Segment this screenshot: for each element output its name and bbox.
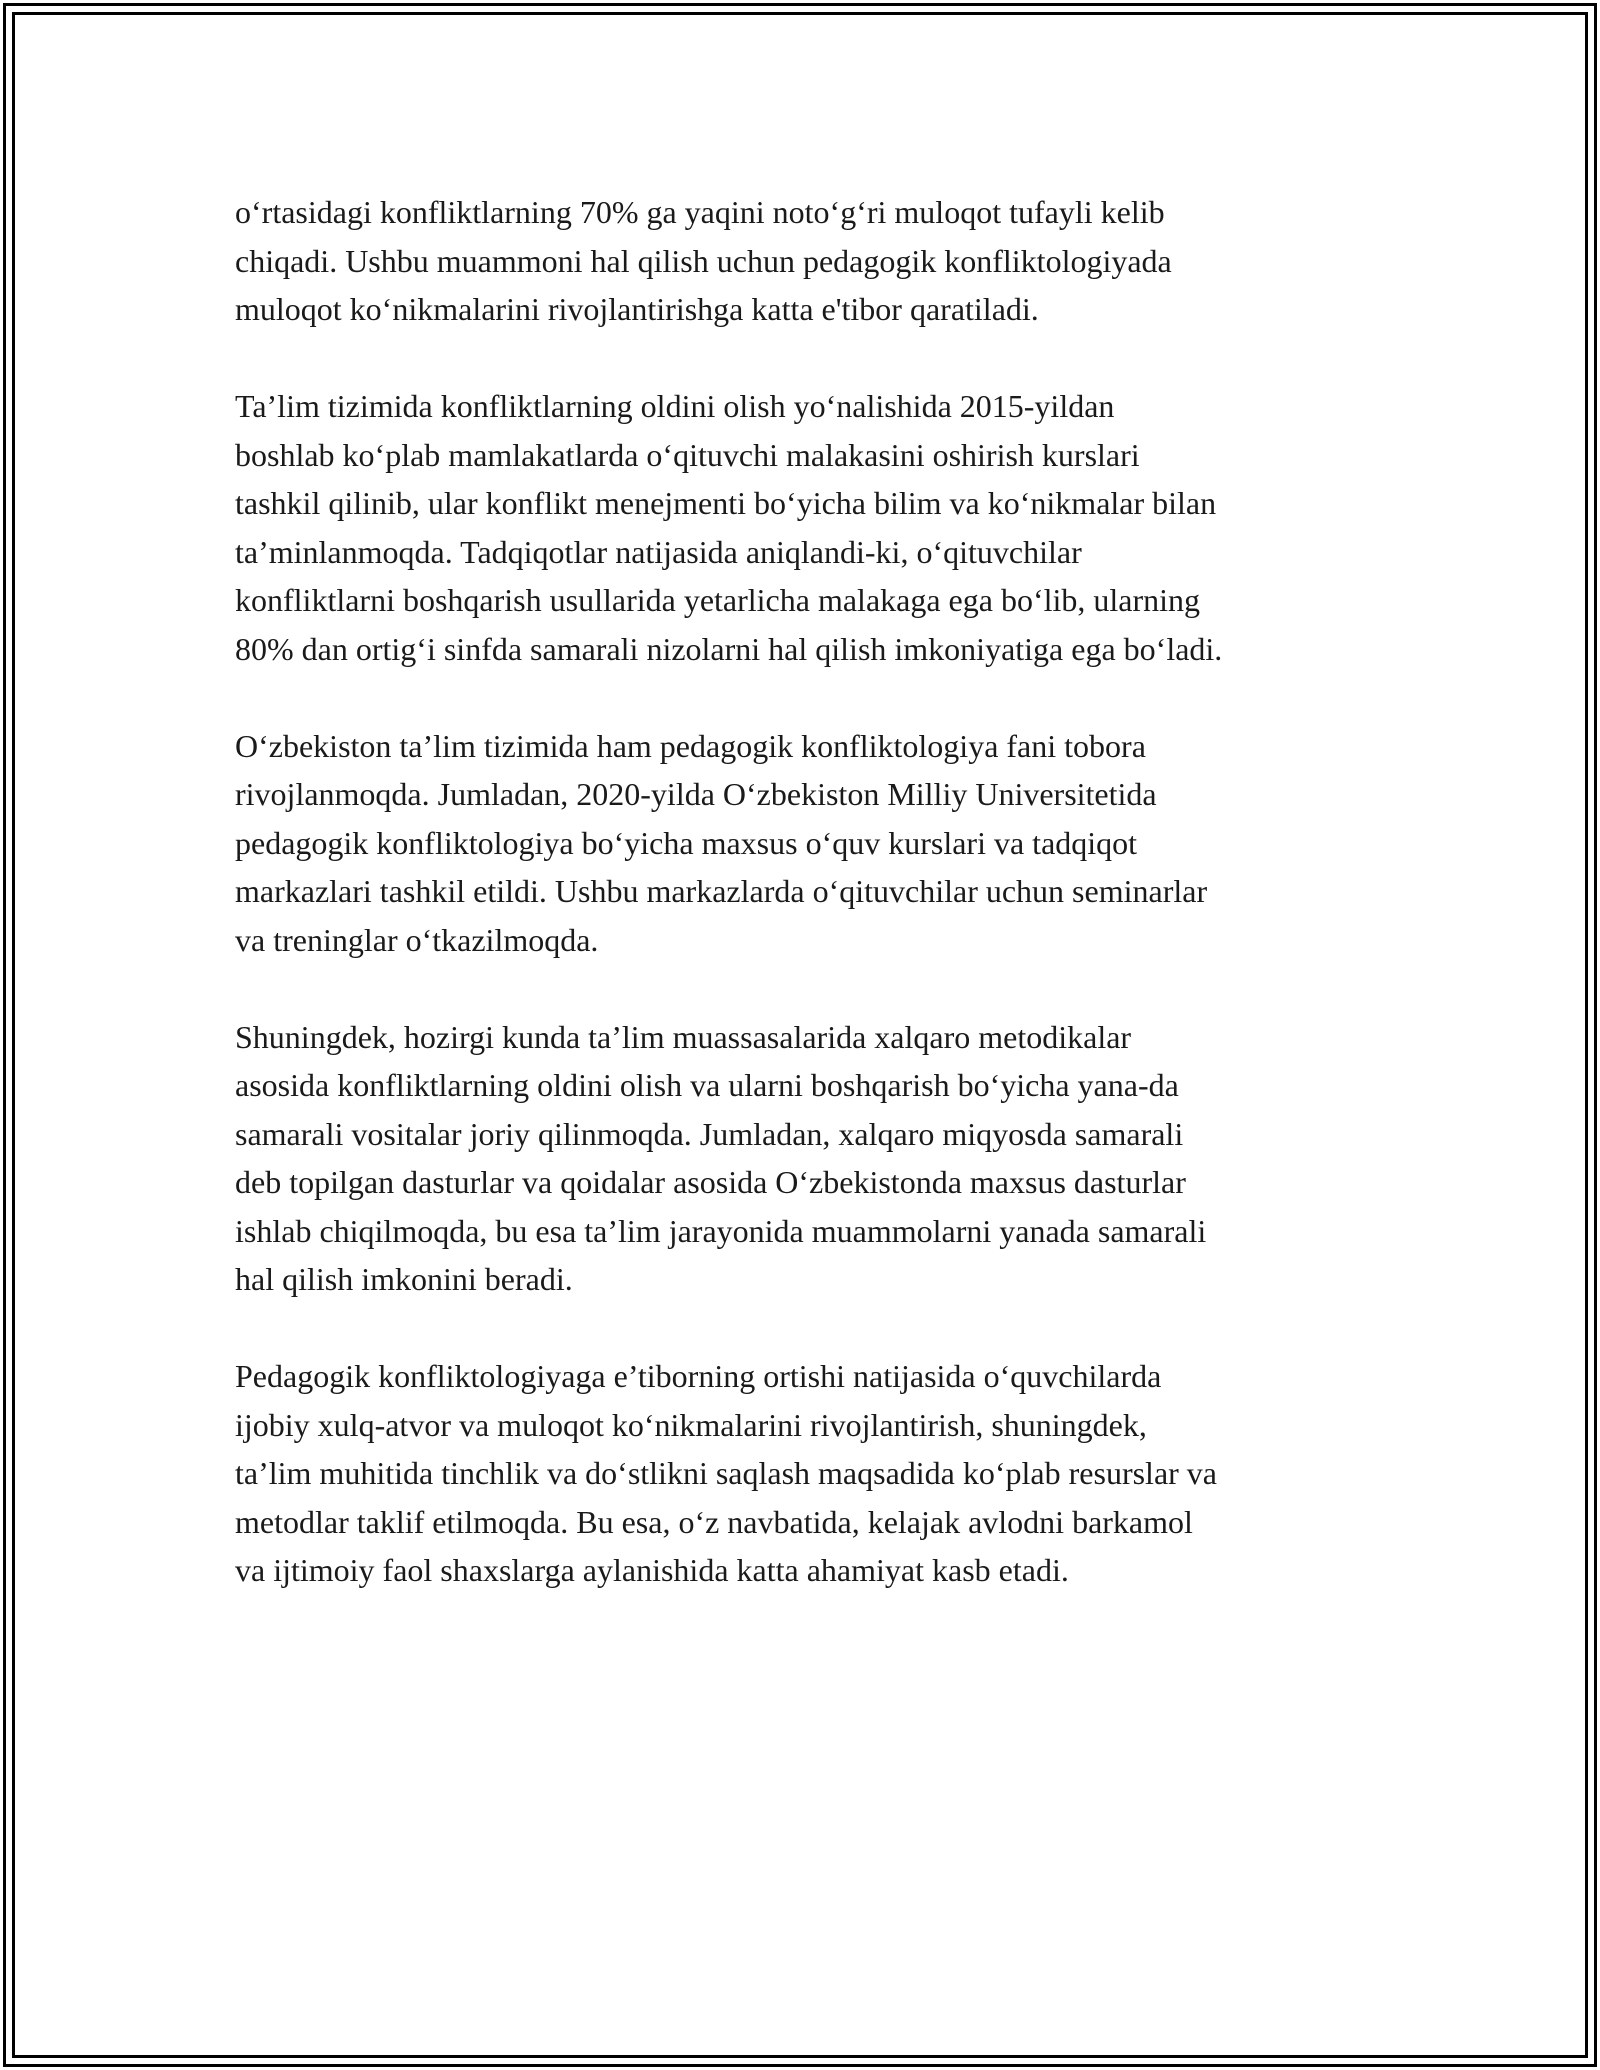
paragraph-1: o‘rtasidagi konfliktlarning 70% ga yaqini noto‘g‘ri muloqot tufayli kelib chiqadi. Ushbu muammoni hal qilish uchun pedagogik konfliktologiyada muloqot ko‘nikmalarini rivojlantirishga katta e'tibor qaratiladi. (235, 194, 1172, 327)
paragraph-3: O‘zbekiston ta’lim tizimida ham pedagogik konfliktologiya fani tobora rivojlanmoqda. Jumladan, 2020-yilda O‘zbekiston Milliy Universitetida pedagogik konfliktologiya bo‘yicha maxsus o‘quv kurslari va tadqiqot markazlari tashkil etildi. Ushbu markazlarda o‘qituvchilar uchun seminarlar va treninglar o‘tkazilmoqda. (235, 727, 1208, 958)
paragraph-4: Shuningdek, hozirgi kunda ta’lim muassasalarida xalqaro metodikalar asosida konfliktlarning oldini olish va ularni boshqarish bo‘yicha yana-da samarali vositalar joriy qilinmoqda. Jumladan, xalqaro miqyosda samarali deb topilgan dasturlar va qoidalar asosida O‘zbekistonda maxsus dasturlar ishlab chiqilmoqda, bu esa ta’lim jarayonida muammolarni yanada samarali hal qilish imkonini beradi. (235, 1018, 1207, 1297)
paragraph-5: Pedagogik konfliktologiyaga e’tiborning ortishi natijasida o‘quvchilarda ijobiy xulq-atvor va muloqot ko‘nikmalarini rivojlantirish, shuningdek, ta’lim muhitida tinchlik va do‘stlikni saqlash maqsadida ko‘plab resurslar va metodlar taklif etilmoqda. Bu esa, o‘z navbatida, kelajak avlodni barkamol va ijtimoiy faol shaxslarga aylanishida katta ahamiyat kasb etadi. (235, 1358, 1217, 1588)
paragraph-2: Ta’lim tizimida konfliktlarning oldini olish yo‘nalishida 2015-yildan boshlab ko‘plab mamlakatlarda o‘qituvchi malakasini oshirish kurslari tashkil qilinib, ular konflikt menejmenti bo‘yicha bilim va ko‘nikmalar bilan ta’minlanmoqda. Tadqiqotlar natijasida aniqlandi-ki, o‘qituvchilar konfliktlarni boshqarish usullarida yetarlicha malakaga ega bo‘lib, ularning 80% dan ortig‘i sinfda samarali nizolarni hal qilish imkoniyatiga ega bo‘ladi. (235, 388, 1223, 667)
document-body (235, 188, 1370, 1643)
